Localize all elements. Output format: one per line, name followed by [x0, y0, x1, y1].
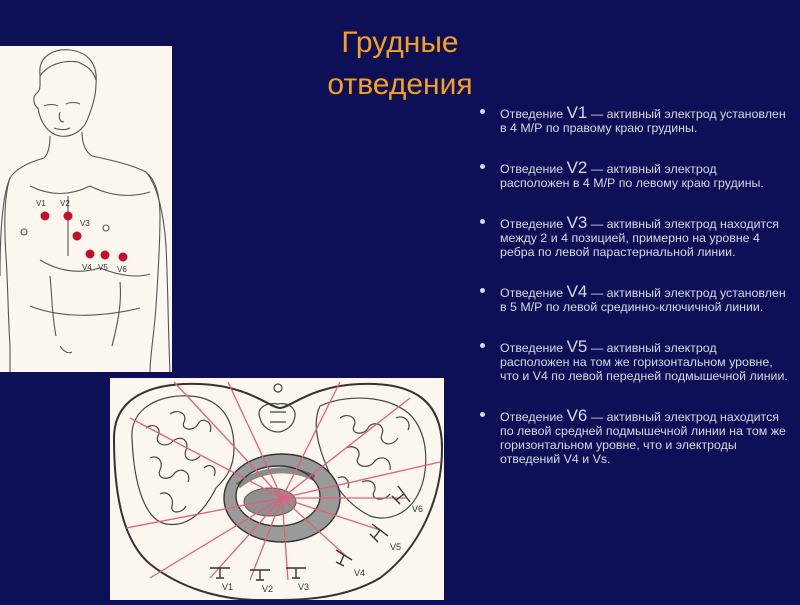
lead-text: — активный электрод расположен на том же горизонтальном уровне, что и V4 по левой передней подмышечной линии.	[500, 341, 788, 383]
slide-title	[300, 22, 500, 106]
lead-item-v2	[478, 158, 788, 190]
torso-label-v4: V4	[82, 263, 92, 272]
electrode-v3	[73, 232, 82, 241]
lead-item-v5	[478, 337, 788, 383]
electrode-v2	[64, 212, 73, 221]
lead-code: V4	[566, 282, 588, 301]
torso-label-v3: V3	[80, 219, 90, 228]
electrode-v1	[41, 212, 50, 221]
bullet-dot-icon	[480, 412, 485, 417]
section-label-v2: V2	[262, 584, 274, 594]
torso-label-v6: V6	[117, 265, 127, 274]
lead-description-list	[478, 103, 788, 492]
electrode-v4	[86, 250, 95, 259]
lead-prefix: Отведение	[500, 341, 567, 355]
chest-cross-section	[110, 378, 444, 600]
lead-code: V2	[566, 158, 588, 177]
lead-text: — активный электрод находится по левой средней подмышечной линии на том же горизонтальном уровне, что и электроды отведений V4 и Vs.	[500, 410, 786, 466]
section-label-v3: V3	[298, 582, 310, 592]
lead-code: V5	[566, 337, 588, 356]
lead-code: V1	[566, 103, 588, 122]
lead-text: — активный электрод находится между 2 и 4 позицией, примерно на уровне 4 ребра по левой парастернальной линии.	[500, 217, 779, 259]
cross-section-drawing	[110, 378, 444, 600]
lead-prefix: Отведение	[500, 162, 567, 176]
bullet-dot-icon	[480, 164, 485, 169]
torso-label-v2: V2	[60, 199, 70, 208]
slide-title-line2: отведения	[327, 68, 473, 101]
lead-text: — активный электрод установлен в 5 М/Р по левой срединно-ключичной линии.	[500, 286, 786, 314]
section-label-v1: V1	[222, 582, 234, 592]
slide-title-line1: Грудные	[341, 26, 459, 59]
bullet-dot-icon	[480, 219, 485, 224]
lead-prefix: Отведение	[500, 410, 567, 424]
bullet-dot-icon	[480, 109, 485, 114]
lead-item-v1	[478, 103, 788, 135]
torso-label-v5: V5	[98, 263, 108, 272]
section-label-v6: V6	[412, 504, 424, 514]
bullet-dot-icon	[480, 288, 485, 293]
lead-code: V6	[566, 406, 588, 425]
lead-item-v3	[478, 213, 788, 259]
bullet-dot-icon	[480, 343, 485, 348]
torso-label-v1: V1	[36, 199, 46, 208]
lead-item-v6	[478, 406, 788, 466]
lead-prefix: Отведение	[500, 217, 567, 231]
section-label-v5: V5	[390, 542, 402, 552]
torso-illustration	[0, 46, 172, 372]
electrode-v5	[101, 251, 110, 260]
lead-prefix: Отведение	[500, 286, 567, 300]
lead-text: — активный электрод расположен в 4 М/Р по левому краю грудины.	[500, 162, 764, 190]
torso-drawing	[0, 46, 172, 372]
section-label-v4: V4	[354, 568, 366, 578]
lead-item-v4	[478, 282, 788, 314]
electrode-v6	[119, 253, 128, 262]
lead-prefix: Отведение	[500, 107, 567, 121]
lead-text: — активный электрод установлен в 4 М/Р по правому краю грудины.	[500, 107, 786, 135]
lead-code: V3	[566, 213, 588, 232]
